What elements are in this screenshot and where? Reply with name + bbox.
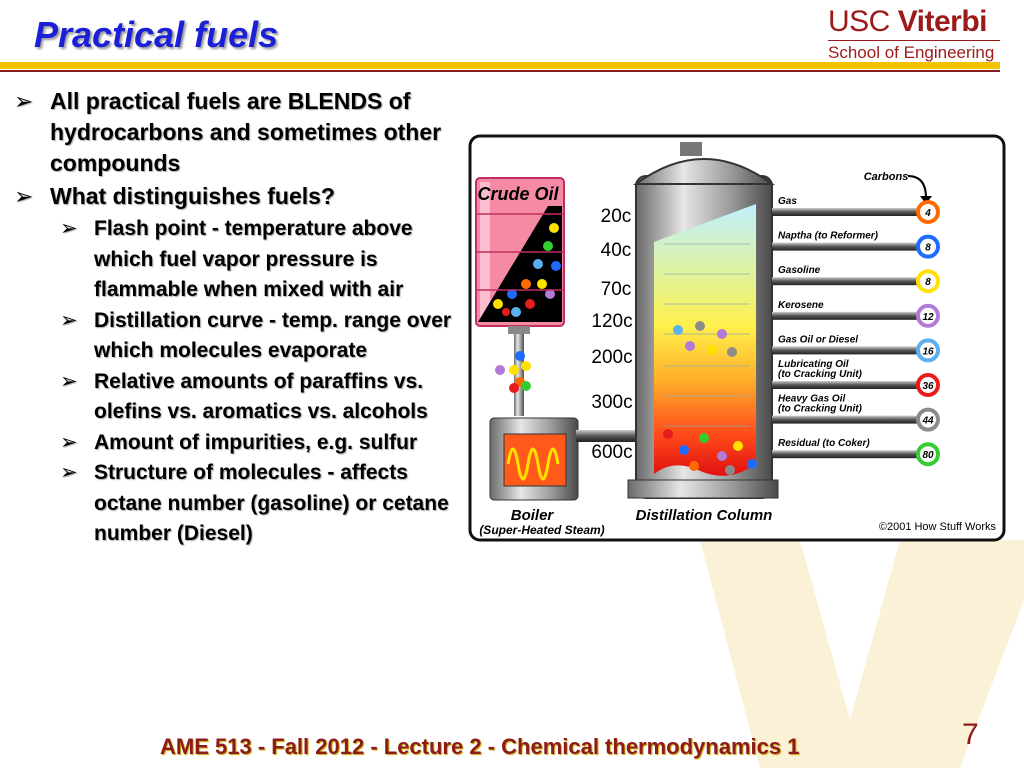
carbon-count: 16 [922, 346, 934, 358]
fraction-pipe [772, 450, 918, 458]
temp-label: 40c [600, 240, 632, 261]
fraction-pipe [772, 277, 918, 285]
fraction-pipe [772, 208, 918, 216]
sub-bullet-item [60, 367, 464, 428]
slide-title: Practical fuels [34, 14, 279, 55]
title-underline-gold [0, 62, 1000, 69]
carbon-count: 8 [925, 242, 931, 254]
carbons-label: Carbons [863, 171, 909, 183]
sub-bullet-text: Amount of impurities, e.g. sulfur [94, 430, 418, 454]
fraction-sublabel: (to Cracking Unit) [778, 403, 862, 415]
bullet-arrow-icon: ➢ [60, 217, 78, 240]
fraction-label: Gasoline [778, 265, 821, 277]
carbon-count: 44 [922, 415, 934, 427]
bullet-list [14, 86, 464, 550]
fraction-pipe [772, 312, 918, 320]
carbon-count: 80 [922, 450, 934, 462]
boiler-sublabel: (Super-Heated Steam) [479, 523, 605, 537]
fraction-label: Lubricating Oil [778, 359, 849, 370]
fraction-label: Naptha (to Reformer) [778, 230, 879, 242]
sub-bullet-text: Structure of molecules - affects octane number (gasoline) or cetane number (Diesel) [94, 461, 449, 545]
bullet-text: What distinguishes fuels? [50, 183, 335, 209]
bullet-item [14, 181, 464, 212]
bullet-arrow-icon: ➢ [60, 308, 78, 332]
page-number: 7 [962, 718, 979, 751]
distillation-diagram [468, 134, 1008, 546]
fraction-label: Gas [778, 196, 797, 207]
boiler-label: Boiler [510, 507, 554, 524]
sub-bullet-text: Flash point - temperature above which fuel vapor pressure is flammable when mixed with air [94, 217, 413, 301]
crude-oil-tank [476, 178, 564, 334]
carbon-count: 8 [925, 277, 931, 289]
copyright-label: ©2001 How Stuff Works [878, 521, 996, 533]
temp-label: 300c [591, 392, 633, 413]
fraction-label: Kerosene [778, 299, 824, 311]
crude-oil-label: Crude Oil [477, 184, 559, 204]
usc-viterbi-logo [828, 6, 1000, 63]
fraction-pipe [772, 243, 918, 251]
temp-label: 600c [591, 442, 633, 463]
sub-bullet-text: Relative amounts of paraffins vs. olefins vs. aromatics vs. alcohols [94, 369, 428, 423]
column-label: Distillation Column [635, 507, 773, 524]
temp-label: 200c [591, 347, 633, 368]
distillation-column [628, 142, 778, 524]
logo-school: School of Engineering [828, 43, 995, 62]
slide-footer: AME 513 - Fall 2012 - Lecture 2 - Chemical thermodynamics 1 [160, 734, 800, 759]
temp-label: 70c [600, 279, 632, 300]
bullet-arrow-icon: ➢ [60, 369, 78, 393]
bullet-arrow-icon: ➢ [14, 183, 34, 209]
fraction-label: Heavy Gas Oil [778, 393, 846, 405]
logo-rule [828, 40, 1000, 41]
sub-bullet-item [60, 458, 464, 550]
bullet-arrow-icon: ➢ [60, 461, 78, 484]
sub-bullet-item [60, 214, 464, 306]
sub-bullet-item [60, 306, 464, 367]
logo-viterbi: Viterbi [897, 5, 987, 38]
bullet-arrow-icon: ➢ [14, 88, 34, 114]
fraction-pipe [772, 416, 918, 424]
temp-label: 20c [600, 206, 632, 227]
fraction-label: Residual (to Coker) [778, 438, 870, 450]
bullet-text: All practical fuels are BLENDS of hydrocarbons and sometimes other compounds [50, 88, 442, 176]
carbon-count: 36 [922, 381, 934, 392]
sub-bullet-item [60, 428, 464, 459]
fraction-pipe [772, 381, 918, 389]
carbon-count: 4 [925, 208, 931, 219]
fraction-pipe [772, 346, 918, 354]
bullet-item [14, 86, 464, 179]
sub-bullet-text: Distillation curve - temp. range over which molecules evaporate [94, 308, 452, 362]
title-underline-red [0, 70, 1000, 72]
carbon-count: 12 [922, 311, 934, 323]
logo-usc: USC [828, 5, 898, 38]
fraction-sublabel: (to Cracking Unit) [778, 369, 862, 380]
temp-label: 120c [591, 311, 633, 332]
bullet-arrow-icon: ➢ [60, 430, 78, 454]
fraction-label: Gas Oil or Diesel [778, 334, 859, 346]
